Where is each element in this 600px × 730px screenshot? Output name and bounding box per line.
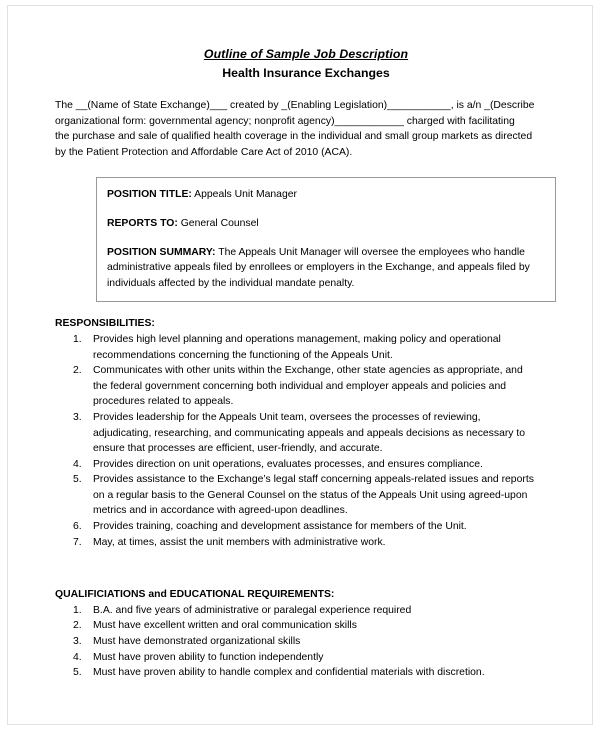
list-item-line: Provides leadership for the Appeals Unit team, oversees the processes of reviewing, <box>93 411 481 423</box>
list-item <box>55 332 557 363</box>
list-item-line: Provides direction on unit operations, evaluates processes, and ensures compliance. <box>93 458 483 470</box>
list-item <box>55 519 557 535</box>
list-item-line: adjudicating, researching, and communicating appeals and appeals decisions as necessary to <box>93 427 526 439</box>
intro-line: organizational form: governmental agency; nonprofit agency)____________ charged with facilitating <box>55 115 515 127</box>
page-title: Outline of Sample Job Description <box>203 47 409 61</box>
position-title-label: POSITION TITLE: <box>107 189 192 201</box>
list-item <box>55 410 557 457</box>
list-item-line: Provides high level planning and operations management, making policy and operational <box>93 333 501 345</box>
qualifications-heading: QUALIFICIATIONS and EDUCATIONAL REQUIREMENTS: <box>55 589 335 601</box>
list-item-line: ensure that processes are efficient, user-friendly, and accurate. <box>93 443 383 455</box>
reports-to-value: General Counsel <box>177 217 259 229</box>
list-item-line: Communicates with other units within the Exchange, other state agencies as appropriate, and <box>93 365 523 377</box>
list-item-line: the federal government concerning both individual and employer appeals and policies and <box>93 380 507 392</box>
list-item-line: May, at times, assist the unit members with administrative work. <box>93 536 386 548</box>
position-summary-label: POSITION SUMMARY: <box>107 246 216 258</box>
page-subtitle: Health Insurance Exchanges <box>222 66 390 80</box>
list-item-line: B.A. and five years of administrative or paralegal experience required <box>93 604 412 616</box>
list-item-line: Must have proven ability to handle complex and confidential materials with discretion. <box>93 667 485 679</box>
intro-line: the purchase and sale of qualified health coverage in the individual and small group markets as directed <box>55 131 533 143</box>
list-item-line: recommendations concerning the functioning of the Appeals Unit. <box>93 349 393 361</box>
document-page <box>7 5 593 725</box>
position-summary-text: The Appeals Unit Manager will oversee the employees who handle <box>215 246 525 258</box>
position-title-row <box>107 187 545 203</box>
document-body <box>55 46 557 681</box>
reports-to-row <box>107 216 545 232</box>
position-details-box <box>96 177 556 302</box>
list-item-line: on a regular basis to the General Counsel on the status of the Appeals Unit using agreed-upon <box>93 489 528 501</box>
list-item <box>55 603 557 619</box>
list-item <box>55 363 557 410</box>
list-item <box>55 650 557 666</box>
reports-to-label: REPORTS TO: <box>107 217 178 229</box>
list-item-line: Provides assistance to the Exchange’s legal staff concerning appeals-related issues and reports <box>93 474 534 486</box>
list-item <box>55 665 557 681</box>
list-item-line: metrics and in accordance with agreed-upon deadlines. <box>93 505 348 517</box>
responsibilities-heading: RESPONSIBILITIES: <box>55 318 155 330</box>
list-item <box>55 634 557 650</box>
list-item-line: procedures related to appeals. <box>93 396 234 408</box>
position-summary-row <box>107 245 545 292</box>
position-summary-line: administrative appeals filed by enrollees or employers in the Exchange, and appeals filed by <box>107 262 530 274</box>
list-item-line: Provides training, coaching and development assistance for members of the Unit. <box>93 521 467 533</box>
position-summary-line: individuals affected by the individual mandate penalty. <box>107 277 355 289</box>
list-item <box>55 472 557 519</box>
intro-line: The __(Name of State Exchange)___ created by _(Enabling Legislation)___________, is a/n _(Describe <box>55 100 535 111</box>
list-item-line: Must have excellent written and oral communication skills <box>93 620 357 632</box>
list-item <box>55 457 557 473</box>
responsibilities-list <box>55 332 557 550</box>
position-title-value: Appeals Unit Manager <box>191 189 297 201</box>
list-item <box>55 618 557 634</box>
list-item <box>55 535 557 551</box>
list-item-line: Must have proven ability to function independently <box>93 651 324 663</box>
qualifications-list <box>55 603 557 681</box>
intro-line: by the Patient Protection and Affordable Care Act of 2010 (ACA). <box>55 146 353 158</box>
list-item-line: Must have demonstrated organizational skills <box>93 636 301 648</box>
intro-paragraph <box>55 98 555 160</box>
position-summary-line <box>107 245 545 261</box>
